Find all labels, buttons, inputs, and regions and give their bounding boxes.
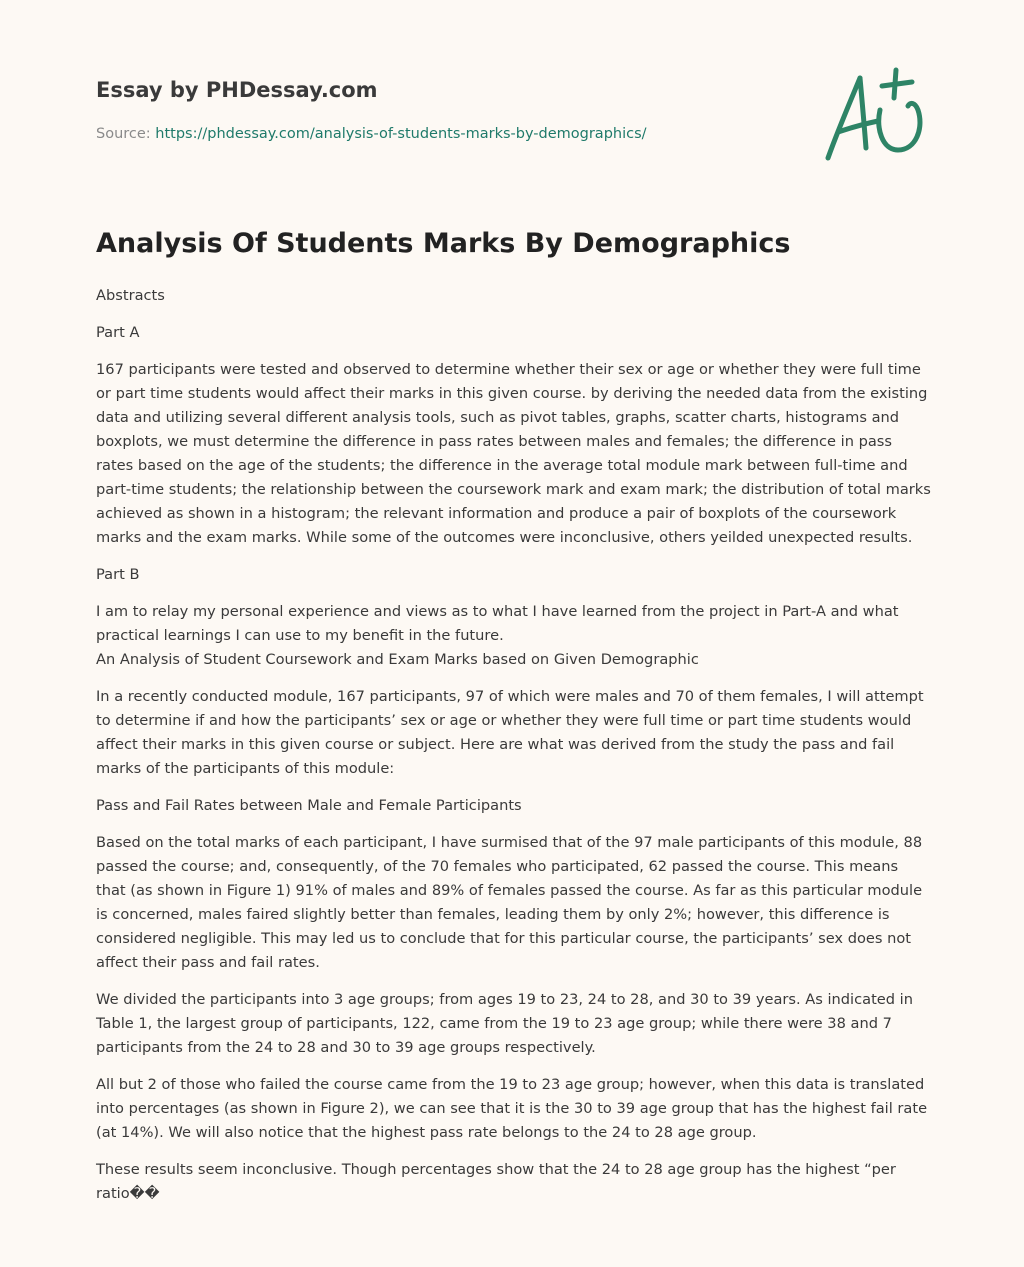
- paragraph: We divided the participants into 3 age groups; from ages 19 to 23, 24 to 28, and 30 to 39 years. As indicated in Table 1, the largest group of participants, 122, came from the 19 to 23 age group; while there were 38 and 7 participants from the 24 to 28 and 30 to 39 age groups respectively.: [96, 991, 913, 1056]
- paragraph: Part A: [96, 324, 140, 341]
- header: [96, 76, 796, 144]
- essay-body: [96, 284, 932, 1219]
- paragraph: Pass and Fail Rates between Male and Female Participants: [96, 797, 522, 814]
- a-plus-logo-icon: [820, 66, 930, 166]
- source-line: [96, 124, 796, 144]
- source-label: Source:: [96, 126, 151, 142]
- paragraph: Based on the total marks of each participant, I have surmised that of the 97 male participants of this module, 88 passed the course; and, consequently, of the 70 females who participated, 62 passed the course. This means that (as shown in Figure 1) 91% of males and 89% of females passed the course. As far as this particular module is concerned, males faired slightly better than females, leading them by only 2%; however, this difference is considered negligible. This may led us to conclude that for this particular course, the participants’ sex does not affect their pass and fail rates.: [96, 834, 923, 971]
- paragraph: Part B: [96, 566, 140, 583]
- page-title: Analysis Of Students Marks By Demographics: [96, 228, 791, 259]
- paragraph: These results seem inconclusive. Though percentages show that the 24 to 28 age group has the highest “per ratio��: [96, 1161, 896, 1202]
- source-link[interactable]: https://phdessay.com/analysis-of-students-marks-by-demographics/: [155, 126, 647, 142]
- paragraph: Abstracts: [96, 287, 165, 304]
- paragraph: 167 participants were tested and observed to determine whether their sex or age or whether they were full time or part time students would affect their marks in this given course. by deriving the needed data from the existing data and utilizing several different analysis tools, such as pivot tables, graphs, scatter charts, histograms and boxplots, we must determine the difference in pass rates between males and females; the difference in pass rates based on the age of the students; the difference in the average total module mark between full-time and part-time students; the relationship between the coursework mark and exam mark; the distribution of total marks achieved as shown in a histogram; the relevant information and produce a pair of boxplots of the coursework marks and the exam marks. While some of the outcomes were inconclusive, others yeilded unexpected results.: [96, 361, 931, 546]
- paragraph: All but 2 of those who failed the course came from the 19 to 23 age group; however, when this data is translated into percentages (as shown in Figure 2), we can see that it is the 30 to 39 age group that has the highest fail rate (at 14%). We will also notice that the highest pass rate belongs to the 24 to 28 age group.: [96, 1076, 928, 1141]
- paragraph: In a recently conducted module, 167 participants, 97 of which were males and 70 of them females, I will attempt to determine if and how the participants’ sex or age or whether they were full time or part time students would affect their marks in this given course or subject. Here are what was derived from the study the pass and fail marks of the participants of this module:: [96, 688, 924, 777]
- site-brand: Essay by PHDessay.com: [96, 78, 378, 102]
- paragraph: [96, 600, 932, 672]
- paragraph-line: An Analysis of Student Coursework and Exam Marks based on Given Demographic: [96, 651, 699, 668]
- paragraph-line: I am to relay my personal experience and views as to what I have learned from the project in Part-A and what practical learnings I can use to my benefit in the future.: [96, 603, 899, 644]
